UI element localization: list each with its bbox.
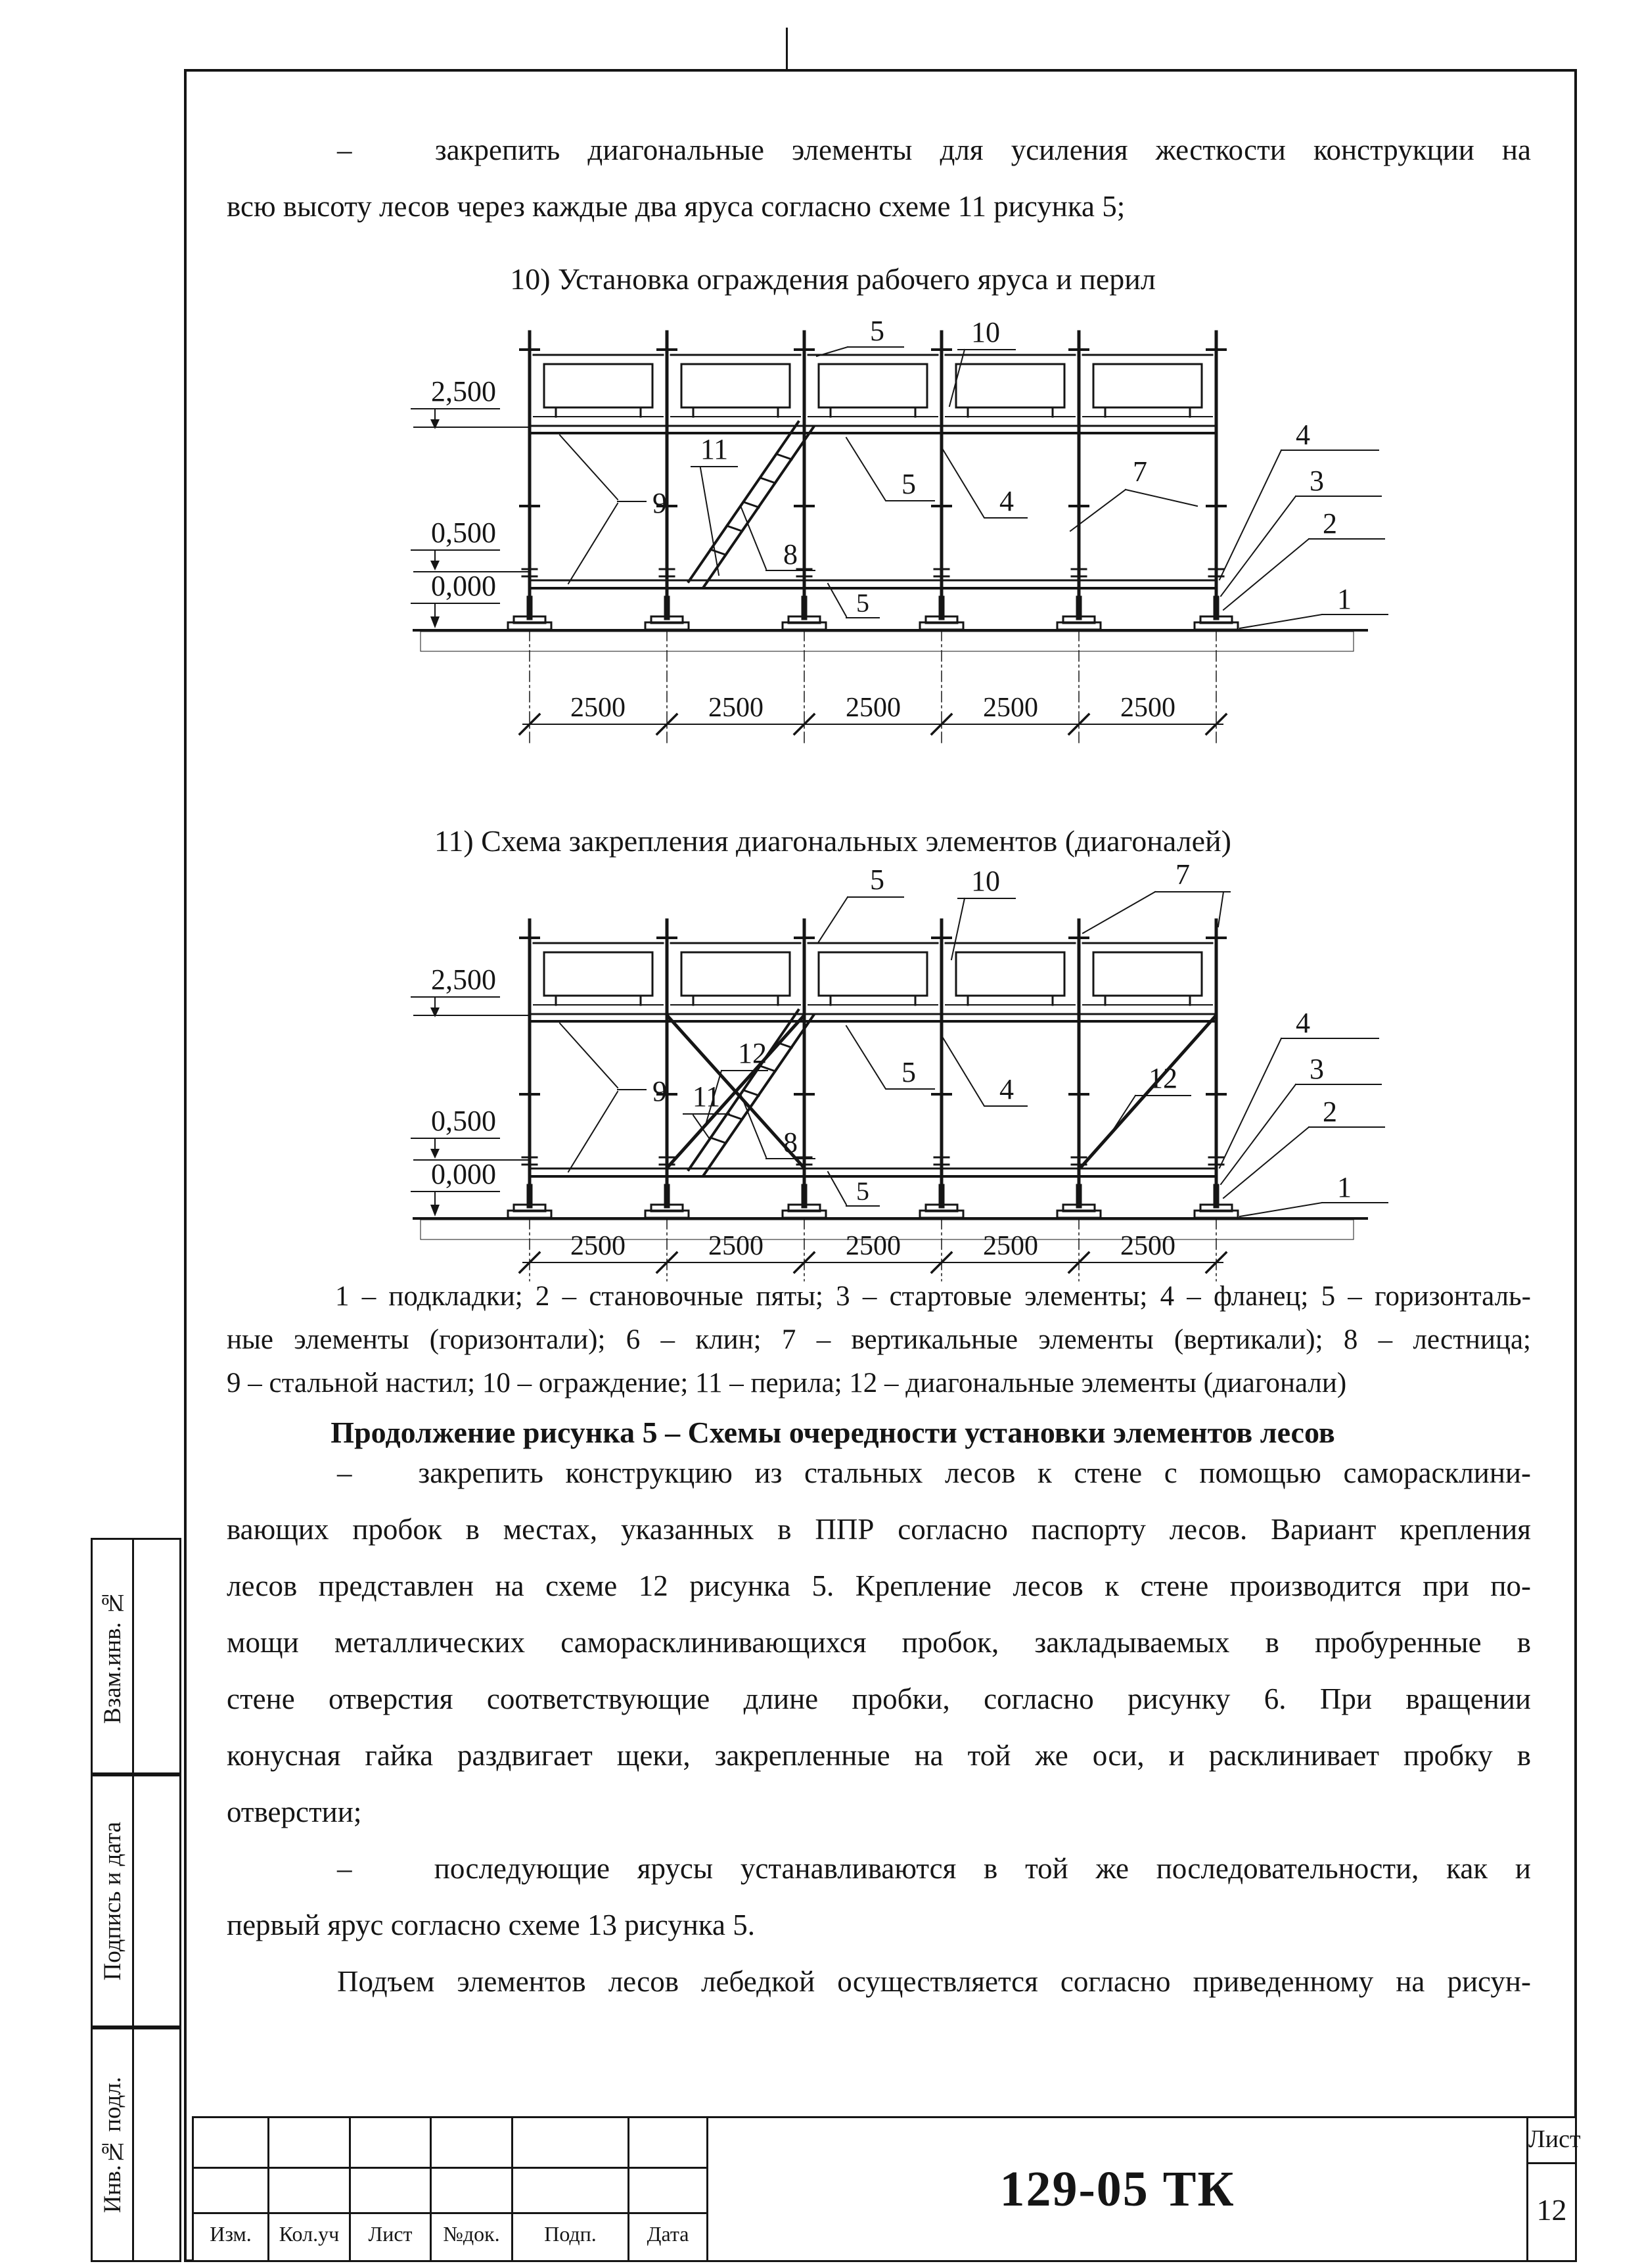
document-code: 129-05 ТК (999, 2161, 1235, 2217)
paragraph-hoisting (227, 1953, 1531, 2010)
text-line: мощи металлических саморасклинивающихся пробок, закладываемых в пробуренные в (227, 1626, 1531, 1659)
legend-line: 9 – стальной настил; 10 – ограждение; 11 – перила; 12 – диагональные элементы (диагонали) (227, 1368, 1347, 1399)
sidebar-label: Подпись и дата (99, 1821, 126, 1981)
legend-line: 1 – подкладки; 2 – становочные пяты; 3 – стартовые элементы; 4 – фланец; 5 – горизонталь- (335, 1281, 1531, 1312)
callout-5: 5 (856, 1176, 869, 1206)
column-header-izm: Изм. (210, 2222, 252, 2246)
figure-caption: Продолжение рисунка 5 – Схемы очередности установки элементов лесов (331, 1416, 1335, 1449)
callout-2: 2 (1323, 507, 1337, 540)
column-header-data: Дата (647, 2222, 689, 2246)
callout-3: 3 (1310, 1053, 1324, 1085)
column-header-list: Лист (368, 2222, 413, 2246)
callout-9: 9 (652, 1075, 667, 1107)
callout-8: 8 (783, 538, 798, 570)
callout-11: 11 (700, 433, 729, 465)
paragraph-wall-anchoring (227, 1445, 1531, 1840)
text-line: конусная гайка раздвигает щеки, закрепленные на той же оси, и расклинивает пробку в (227, 1739, 1531, 1772)
scaffold-structure (411, 332, 1388, 651)
text-line: первый ярус согласно схеме 13 рисунка 5. (227, 1909, 755, 1941)
ground-hatch (421, 632, 1354, 651)
dimension-label: 2500 (846, 1231, 901, 1261)
text-line: всю высоту лесов через каждые два яруса согласно схеме 11 рисунка 5; (227, 190, 1126, 223)
fold-mark (786, 28, 788, 69)
legend (227, 1275, 1531, 1405)
table-line (194, 2167, 706, 2169)
callout-5: 5 (870, 864, 884, 896)
callout-12: 12 (1149, 1062, 1177, 1094)
scaffold-diagram-guardrail (394, 309, 1393, 769)
scaffold-diagram-diagonals (394, 845, 1393, 1305)
text-line: стене отверстия соответствующие длине пробки, согласно рисунку 6. При вращении (227, 1682, 1531, 1715)
text-line: вающих пробок в местах, указанных в ППР согласно паспорту лесов. Вариант крепления (227, 1513, 1531, 1546)
dimension-label: 2500 (983, 693, 1038, 723)
callout-12: 12 (738, 1037, 767, 1069)
sidebar-cell-podpis-data (91, 1774, 181, 2027)
callout-10: 10 (971, 316, 1000, 348)
sidebar-label: Инв.№ подл. (99, 2076, 126, 2213)
sidebar-label-cell (93, 2029, 134, 2260)
callout-1: 1 (1337, 583, 1352, 615)
document-code-cell (706, 2116, 1528, 2262)
callout-5: 5 (901, 468, 916, 500)
dimension-label: 2500 (983, 1231, 1038, 1261)
elevation-label: 2,500 (431, 375, 496, 407)
callout-4: 4 (999, 485, 1014, 517)
legend-line: ные элементы (горизонтали); 6 – клин; 7 – вертикальные элементы (вертикали); 8 – лестница; (227, 1324, 1531, 1355)
callout-2: 2 (1323, 1096, 1337, 1128)
dimension-label: 2500 (1120, 1231, 1175, 1261)
scheme11-caption: 11) Схема закрепления диагональных элементов (диагоналей) (434, 824, 1231, 858)
elevation-label: 0,500 (431, 1105, 496, 1137)
sheet-label: Лист (1528, 2118, 1575, 2164)
column-header-ndok: №док. (443, 2222, 500, 2246)
column-header-koluch: Кол.уч (279, 2222, 340, 2246)
elevation-label: 2,500 (431, 963, 496, 996)
callout-11: 11 (692, 1080, 721, 1113)
text-line: – закрепить диагональные элементы для усиления жесткости конструкции на (337, 133, 1531, 166)
text-line: отверстии; (227, 1795, 362, 1828)
callout-8: 8 (783, 1126, 798, 1159)
sidebar-label-cell (93, 1776, 134, 2025)
text-line: Подъем элементов лесов лебедкой осуществляется согласно приведенному на рисун- (337, 1965, 1531, 1998)
elevation-label: 0,000 (431, 1158, 496, 1190)
callout-4: 4 (1296, 419, 1310, 451)
callout-4: 4 (1296, 1007, 1310, 1039)
dimension-label: 2500 (570, 693, 626, 723)
sidebar-cell-vzam-inv (91, 1538, 181, 1774)
dimension-label: 2500 (1120, 693, 1175, 723)
elevation-label: 0,500 (431, 517, 496, 549)
dimension-label: 2500 (846, 693, 901, 723)
sheet-number: 12 (1536, 2193, 1567, 2227)
dimension-row (520, 630, 1226, 743)
text-line: – последующие ярусы устанавливаются в той же последовательности, как и (337, 1852, 1531, 1885)
callout-5: 5 (870, 315, 884, 347)
text-line: – закрепить конструкцию из стальных лесов к стене с помощью саморасклини- (337, 1456, 1531, 1489)
revision-table (192, 2116, 708, 2262)
callout-10: 10 (971, 865, 1000, 897)
callout-5: 5 (901, 1056, 916, 1088)
sidebar-empty-cell (134, 1776, 179, 2025)
sidebar-empty-cell (134, 1540, 179, 1772)
leader-lines-d2 (683, 892, 1230, 1139)
callout-9: 9 (652, 487, 667, 519)
sidebar-label: Взам.инв. № (99, 1588, 126, 1724)
callout-3: 3 (1310, 465, 1324, 497)
text-line: лесов представлен на схеме 12 рисунка 5. Крепление лесов к стене производится при по- (227, 1569, 1531, 1602)
sidebar-label-cell (93, 1540, 134, 1772)
dimension-label: 2500 (708, 693, 764, 723)
leader-lines (560, 435, 1388, 628)
leader-lines-d1 (691, 347, 1197, 575)
elevation-label: 0,000 (431, 570, 496, 602)
callout-5: 5 (856, 588, 869, 618)
sidebar-empty-cell (134, 2029, 179, 2260)
callout-7: 7 (1133, 455, 1147, 488)
paragraph-intro (227, 122, 1531, 235)
scheme10-caption: 10) Установка ограждения рабочего яруса и перил (510, 262, 1156, 296)
dimension-label: 2500 (708, 1231, 764, 1261)
callout-1: 1 (1337, 1171, 1352, 1203)
callout-7: 7 (1175, 858, 1190, 891)
dimension-label: 2500 (570, 1231, 626, 1261)
paragraph-next-tiers (227, 1840, 1531, 1953)
column-header-podp: Подп. (544, 2222, 597, 2246)
sidebar-cell-inv-podl (91, 2027, 181, 2262)
sheet-cell (1526, 2116, 1581, 2262)
callout-4: 4 (999, 1073, 1014, 1105)
